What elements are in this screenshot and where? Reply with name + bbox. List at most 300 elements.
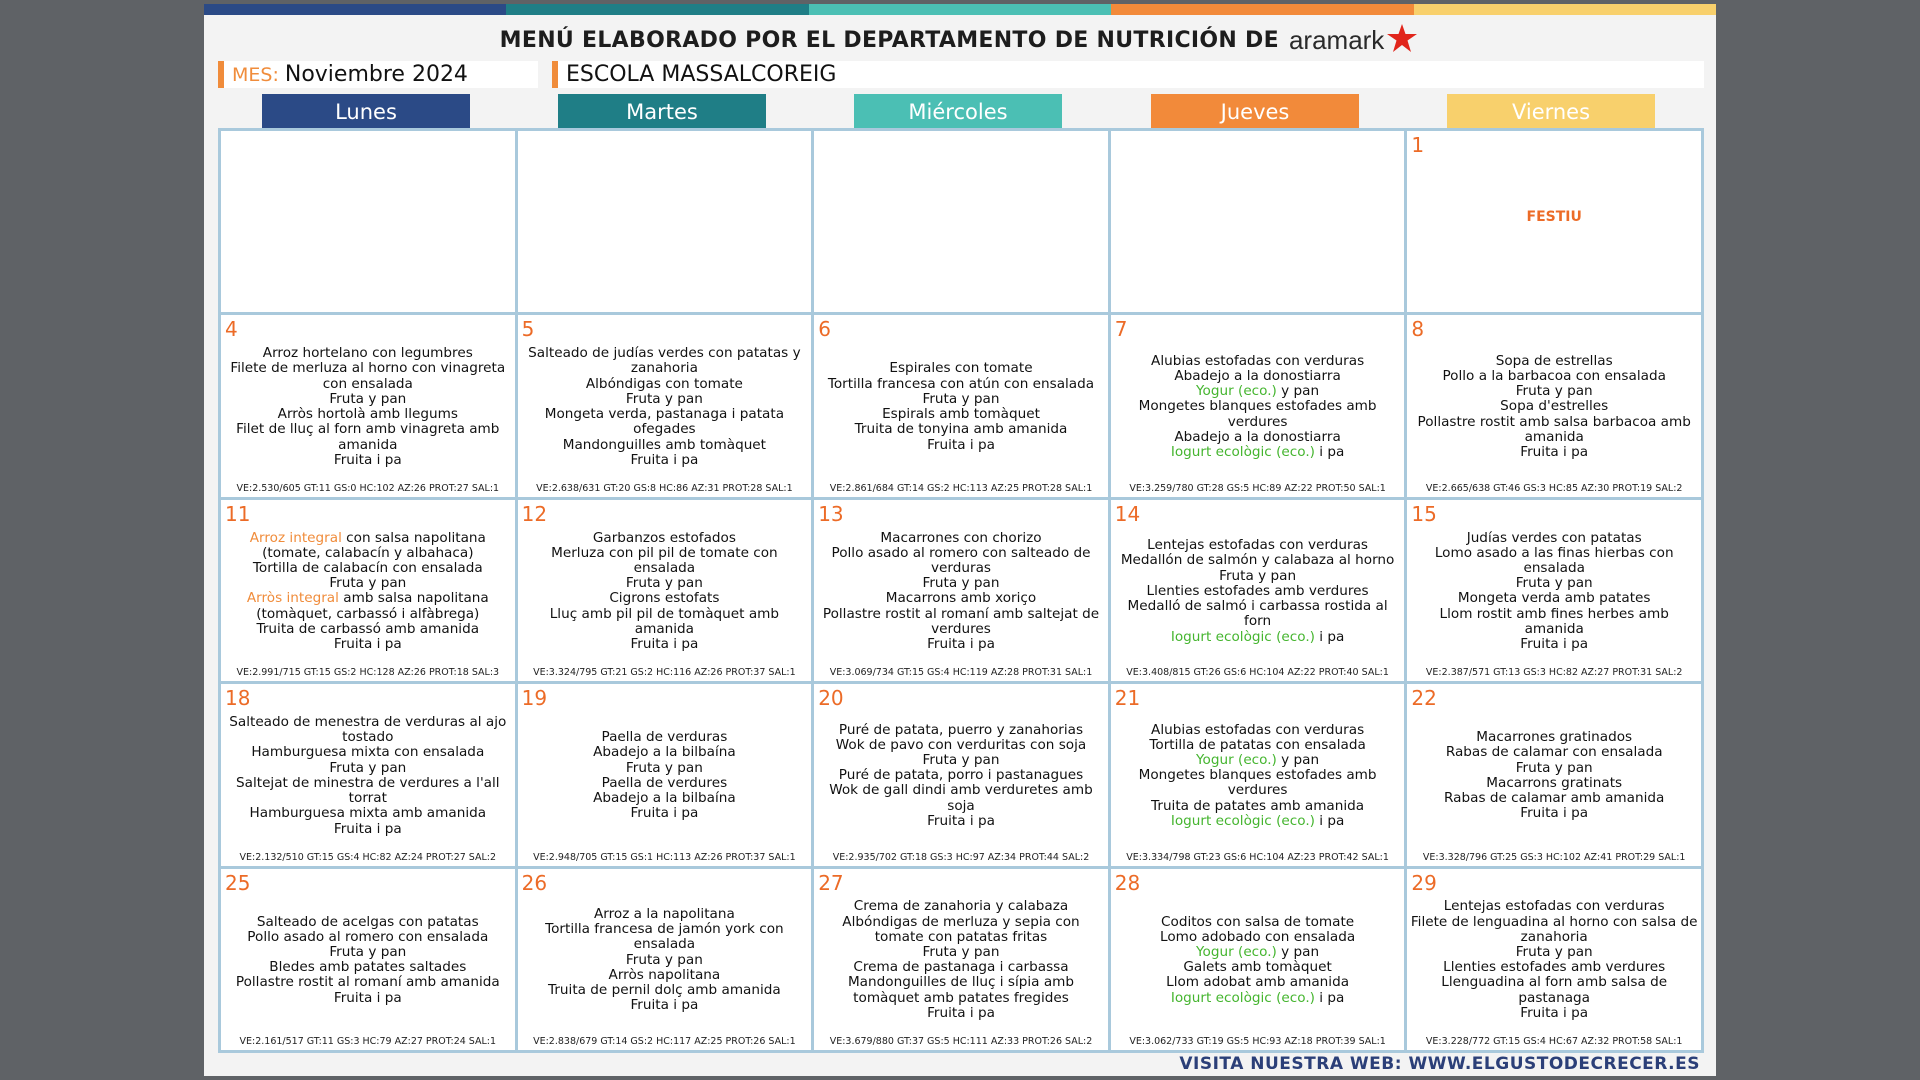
meal-item: [1183, 960, 1331, 975]
meal-list: [1409, 333, 1699, 480]
meal-text: Truita de patates amb amanida: [1151, 797, 1365, 814]
meal-item: [1458, 591, 1651, 606]
meal-item: [1516, 576, 1593, 591]
meal-text: Fruta y pan: [625, 759, 703, 776]
meal-item: [1171, 814, 1345, 829]
meal-text: Salteado de acelgas con patatas: [256, 913, 479, 930]
meal-text: i pa: [1314, 812, 1345, 829]
day-number: 1: [1411, 133, 1425, 157]
meal-text: Fruita i pa: [333, 451, 402, 468]
nutrition-info: VE:2.638/631 GT:20 GS:8 HC:86 AZ:31 PROT:28 SAL:1: [536, 482, 793, 494]
meal-text: con salsa napolitana (tomate, calabacín y albahaca): [262, 529, 486, 561]
day-cell: [814, 500, 1108, 681]
meal-text: Fruita i pa: [630, 451, 699, 468]
meal-text: i pa: [1314, 444, 1345, 461]
meal-text: Fruta y pan: [329, 390, 407, 407]
day-cell: [221, 500, 515, 681]
nutrition-info: VE:3.228/772 GT:15 GS:4 HC:67 AZ:32 PROT:58 SAL:1: [1425, 1035, 1683, 1047]
meal-item: [548, 983, 781, 998]
meal-item: [1409, 546, 1699, 576]
meal-item: [223, 715, 513, 745]
meal-text: Llom adobat amb amanida: [1166, 974, 1350, 991]
meal-item: [816, 975, 1106, 1005]
meal-text: Macarrones con chorizo: [880, 529, 1042, 546]
meal-text: i pa: [1314, 628, 1345, 645]
meal-text: Lomo asado a las finas hierbas con ensalada: [1434, 544, 1674, 577]
meal-text: Espirales con tomate: [889, 360, 1033, 377]
meal-item: [1161, 915, 1354, 930]
meal-text: Rabas de calamar amb amanida: [1444, 790, 1665, 807]
day-cell: [518, 131, 812, 312]
meal-list: [816, 518, 1106, 665]
day-number: 7: [1114, 317, 1128, 342]
meal-text: Fruta y pan: [625, 390, 703, 407]
meal-text: Bledes amb patates saltades: [269, 959, 467, 976]
meal-text: Llenties estofades amb verdures: [1146, 582, 1369, 599]
meal-text: Crema de pastanaga i carbassa: [853, 959, 1069, 976]
day-number: 5: [521, 317, 535, 342]
meal-text: Fruta y pan: [1515, 944, 1593, 961]
meal-list: [1113, 518, 1403, 665]
meal-list: [1113, 702, 1403, 849]
day-number: 21: [1114, 686, 1141, 711]
meal-text: Fruita i pa: [630, 636, 699, 653]
meal-item: [334, 453, 402, 468]
meal-item: [586, 377, 743, 392]
meal-item: [816, 546, 1106, 576]
meal-text: Puré de patata, puerro y zanahorias: [838, 721, 1084, 738]
meal-item: [626, 953, 703, 968]
meal-item: [520, 407, 810, 437]
meal-item: [334, 991, 402, 1006]
day-cell: [518, 684, 812, 865]
meal-text: Fruta y pan: [922, 752, 1000, 769]
meal-item: [247, 930, 488, 945]
meal-text: Tortilla francesa de jamón york con ensalada: [545, 921, 784, 953]
day-cell: [1111, 869, 1405, 1050]
meal-item: [1409, 415, 1699, 445]
meal-item: [836, 738, 1087, 753]
meal-item: [1147, 584, 1369, 599]
meal-item: [609, 968, 721, 983]
meal-item: [927, 814, 995, 829]
day-number: 11: [225, 501, 251, 526]
meal-item: [257, 915, 479, 930]
meal-text: Medalló de salmó i carbassa rostida al forn: [1127, 598, 1388, 630]
meal-text: Fruta y pan: [625, 575, 703, 592]
meal-list: [1409, 518, 1699, 665]
meal-text: Tortilla francesa con atún con ensalada: [827, 375, 1095, 392]
meal-highlight: Arroz integral: [249, 529, 342, 546]
day-number: 4: [225, 317, 238, 342]
day-cell: [1111, 315, 1405, 496]
day-number: 12: [521, 501, 548, 526]
meal-text: Hamburguesa mixta con ensalada: [251, 744, 485, 761]
meal-text: Albóndigas de merluza y sepia con tomate con patatas fritas: [842, 913, 1080, 945]
meal-text: Filete de lenguadina al horno con salsa de zanahoria: [1410, 913, 1698, 945]
meal-text: Arroz hortelano con legumbres: [262, 345, 473, 362]
meal-text: Merluza con pil pil de tomate con ensalada: [551, 544, 778, 577]
nutrition-info: VE:3.259/780 GT:28 GS:5 HC:89 AZ:22 PROT:50 SAL:1: [1129, 482, 1386, 494]
meal-item: [927, 438, 995, 453]
meal-item: [880, 531, 1041, 546]
meal-list: [816, 702, 1106, 849]
meal-text: Lentejas estofadas con verduras: [1147, 537, 1368, 554]
meal-item: [334, 637, 402, 652]
meal-item: [520, 922, 810, 952]
meal-item: [816, 783, 1106, 813]
meal-text: Lomo adobado con ensalada: [1159, 928, 1356, 945]
meal-item: [1444, 791, 1664, 806]
meal-text: Mandonguilles de lluç i sípia amb tomàquet amb patates fregides: [847, 974, 1075, 1006]
meal-text: Fruta y pan: [329, 575, 407, 592]
meal-text: Llenties estofades amb verdures: [1443, 959, 1666, 976]
meal-text: Fruta y pan: [1515, 759, 1593, 776]
meal-text: Lluç amb pil pil de tomàquet amb amanida: [549, 605, 780, 637]
nutrition-info: VE:3.324/795 GT:21 GS:2 HC:116 AZ:26 PROT:37 SAL:1: [533, 667, 796, 679]
nutrition-info: VE:3.062/733 GT:19 GS:5 HC:93 AZ:18 PROT:39 SAL:1: [1129, 1035, 1386, 1047]
meal-text: Filet de lluç al forn amb vinagreta amb amanida: [236, 421, 500, 453]
meal-highlight: Iogurt ecològic (eco.): [1170, 444, 1315, 461]
meal-text: y pan: [1276, 752, 1320, 769]
meal-text: i pa: [1314, 989, 1345, 1006]
meal-text: Fruta y pan: [922, 944, 1000, 961]
day-number: 27: [818, 870, 844, 895]
meal-item: [263, 346, 473, 361]
day-header-jueves: Jueves: [1151, 94, 1359, 130]
meal-text: Fruita i pa: [1520, 636, 1589, 653]
meal-text: Garbanzos estofados: [592, 529, 736, 546]
meal-item: [593, 745, 736, 760]
meal-item: [251, 745, 484, 760]
meal-item: [1444, 899, 1665, 914]
meal-text: Arròs napolitana: [608, 966, 721, 983]
meal-item: [1171, 630, 1345, 645]
meal-text: Pollastre rostit amb salsa barbacoa amb amanida: [1417, 413, 1691, 445]
meal-item: [594, 907, 735, 922]
meal-text: Rabas de calamar con ensalada: [1445, 744, 1663, 761]
footer-web-link[interactable]: VISITA NUESTRA WEB: WWW.ELGUSTODECRECER.ES: [1179, 1054, 1700, 1074]
meal-text: Fruita i pa: [1520, 444, 1589, 461]
meal-item: [816, 915, 1106, 945]
meal-item: [329, 945, 406, 960]
meal-text: Fruita i pa: [927, 436, 995, 453]
meal-highlight: Iogurt ecològic (eco.): [1170, 989, 1315, 1006]
meal-text: Mongeta verda, pastanaga i patata ofegades: [544, 406, 785, 438]
meal-item: [1113, 599, 1403, 629]
day-cell: [221, 315, 515, 496]
meal-list: [1113, 887, 1403, 1034]
aramark-logo: [1289, 22, 1420, 58]
meal-item: [1160, 930, 1355, 945]
meal-text: Fruita i pa: [333, 820, 402, 837]
meal-item: [223, 422, 513, 452]
meal-item: [854, 899, 1068, 914]
nutrition-info: VE:2.838/679 GT:14 GS:2 HC:117 AZ:25 PROT:26 SAL:1: [533, 1035, 796, 1047]
meal-item: [626, 392, 703, 407]
meal-text: Pollastre rostit al romaní amb amanida: [235, 974, 500, 991]
day-cell: [1407, 131, 1701, 312]
day-cell: [1407, 500, 1701, 681]
nutrition-info: VE:2.948/705 GT:15 GS:1 HC:113 AZ:26 PROT:37 SAL:1: [533, 851, 796, 863]
meal-text: Fruita i pa: [333, 989, 402, 1006]
nutrition-info: VE:2.132/510 GT:15 GS:4 HC:82 AZ:24 PROT:27 SAL:2: [239, 851, 497, 863]
meal-highlight: Iogurt ecològic (eco.): [1170, 812, 1315, 829]
meal-highlight: Yogur (eco.): [1196, 944, 1277, 961]
meal-text: Paella de verdures: [601, 774, 728, 791]
color-stripe: [204, 4, 1716, 15]
meal-item: [828, 377, 1094, 392]
meal-highlight: Arròs integral: [246, 590, 339, 607]
star-figure-icon: [1384, 22, 1420, 58]
meal-item: [1409, 915, 1699, 945]
meal-text: Coditos con salsa de tomate: [1161, 913, 1355, 930]
meal-item: [1151, 799, 1364, 814]
meal-text: Mongeta verda amb patates: [1457, 590, 1651, 607]
meal-item: [1174, 430, 1340, 445]
day-number: 22: [1411, 686, 1437, 711]
day-cell: [1111, 684, 1405, 865]
meal-text: Mongetes blanques estofades amb verdures: [1138, 398, 1377, 430]
meal-item: [630, 453, 698, 468]
nutrition-info: VE:2.665/638 GT:46 GS:3 HC:85 AZ:30 PROT:19 SAL:2: [1425, 482, 1683, 494]
meal-list: [816, 333, 1106, 480]
meal-item: [1166, 975, 1349, 990]
nutrition-info: VE:3.328/796 GT:25 GS:3 HC:102 AZ:41 PROT:29 SAL:1: [1422, 851, 1686, 863]
meal-text: Mandonguilles amb tomàquet: [562, 436, 767, 453]
meal-item: [839, 723, 1083, 738]
day-cell: [221, 131, 515, 312]
day-number: 26: [521, 870, 548, 895]
meal-text: Fruta y pan: [922, 390, 1000, 407]
nutrition-info: VE:2.161/517 GT:11 GS:3 HC:79 AZ:27 PROT:24 SAL:1: [239, 1035, 497, 1047]
day-number: 8: [1411, 317, 1425, 342]
meal-highlight: Yogur (eco.): [1196, 383, 1277, 400]
meal-item: [1151, 354, 1364, 369]
meal-list: [223, 518, 513, 665]
meal-item: [626, 761, 703, 776]
day-cell: [814, 869, 1108, 1050]
meal-item: [223, 591, 513, 621]
meal-text: Albóndigas con tomate: [585, 375, 743, 392]
meal-text: Tortilla de patatas con ensalada: [1149, 736, 1366, 753]
meal-text: Saltejat de minestra de verdures a l'all torrat: [236, 774, 500, 807]
meal-item: [236, 975, 500, 990]
meal-list: [1113, 333, 1403, 480]
month-value: Noviembre 2024: [284, 62, 468, 87]
meal-item: [1409, 975, 1699, 1005]
meal-item: [250, 806, 487, 821]
day-cell: [518, 315, 812, 496]
meal-item: [1442, 369, 1665, 384]
day-cell: [518, 869, 812, 1050]
meal-text: Mongetes blanques estofades amb verdures: [1138, 767, 1377, 799]
meal-item: [1516, 761, 1593, 776]
meal-item: [520, 346, 810, 376]
meal-item: [886, 591, 1036, 606]
meal-text: Abadejo a la donostiarra: [1174, 368, 1341, 385]
meal-text: Fruta y pan: [1219, 567, 1297, 584]
day-cell: [221, 869, 515, 1050]
meal-list: [520, 702, 810, 849]
meal-item: [257, 622, 480, 637]
meal-item: [329, 576, 406, 591]
nutrition-info: VE:2.935/702 GT:18 GS:3 HC:97 AZ:34 PROT:44 SAL:2: [832, 851, 1090, 863]
school-name: ESCOLA MASSALCOREIG: [566, 62, 837, 87]
meal-item: [1443, 960, 1665, 975]
meal-item: [593, 791, 736, 806]
meal-text: Hamburguesa mixta amb amanida: [249, 805, 487, 822]
meal-text: Fruita i pa: [927, 636, 995, 653]
meal-text: Tortilla de calabacín con ensalada: [252, 560, 483, 577]
meal-highlight: Yogur (eco.): [1196, 752, 1277, 769]
nutrition-info: VE:3.334/798 GT:23 GS:6 HC:104 AZ:23 PROT:42 SAL:1: [1126, 851, 1389, 863]
meal-text: Macarrones gratinados: [1476, 729, 1633, 746]
meal-item: [1516, 384, 1593, 399]
day-number: 18: [225, 686, 251, 711]
meal-item: [1171, 991, 1345, 1006]
day-cell: [518, 500, 812, 681]
meal-text: Arròs hortolà amb llegums: [277, 406, 458, 423]
meal-list: [1409, 887, 1699, 1034]
meal-item: [223, 776, 513, 806]
meal-text: Espirals amb tomàquet: [882, 406, 1040, 423]
nutrition-info: VE:3.069/734 GT:15 GS:4 HC:119 AZ:28 PROT:31 SAL:1: [829, 667, 1093, 679]
day-header-viernes: Viernes: [1447, 94, 1655, 130]
meal-item: [626, 576, 703, 591]
nutrition-info: VE:3.408/815 GT:26 GS:6 HC:104 AZ:22 PROT:40 SAL:1: [1126, 667, 1389, 679]
meal-item: [1476, 730, 1632, 745]
day-header-martes: Martes: [558, 94, 766, 130]
meal-item: [602, 776, 728, 791]
day-number: 14: [1114, 501, 1141, 526]
nutrition-info: VE:2.530/605 GT:11 GS:0 HC:102 AZ:26 PROT:27 SAL:1: [236, 482, 500, 494]
meal-text: Fruta y pan: [329, 944, 407, 961]
meal-item: [1496, 354, 1613, 369]
meal-text: Abadejo a la donostiarra: [1174, 428, 1341, 445]
day-number: 25: [225, 870, 251, 895]
day-number: 19: [521, 686, 548, 711]
meal-item: [1174, 369, 1340, 384]
calendar-grid: [218, 128, 1704, 1053]
day-header-miercoles: Miércoles: [854, 94, 1062, 130]
day-number: 13: [818, 501, 844, 526]
day-number: 28: [1114, 870, 1141, 895]
day-number: 15: [1411, 501, 1437, 526]
meal-item: [1171, 445, 1345, 460]
meal-text: Arroz a la napolitana: [593, 906, 735, 923]
meal-item: [816, 607, 1106, 637]
meal-text: Fruita i pa: [1520, 805, 1589, 822]
meal-item: [855, 422, 1068, 437]
day-cell: [814, 131, 1108, 312]
meal-list: [223, 887, 513, 1034]
meal-list: [1409, 702, 1699, 849]
meal-text: Fruta y pan: [1515, 383, 1593, 400]
meal-item: [923, 753, 1000, 768]
meal-text: Alubias estofadas con verduras: [1151, 721, 1365, 738]
nutrition-info: VE:2.991/715 GT:15 GS:2 HC:128 AZ:26 PROT:18 SAL:3: [236, 667, 500, 679]
meal-text: Macarrons gratinats: [1486, 774, 1623, 791]
meal-text: Wok de gall dindi amb verduretes amb soja: [829, 782, 1093, 814]
meal-text: Fruta y pan: [922, 575, 1000, 592]
day-number: 29: [1411, 870, 1437, 895]
meal-item: [1151, 723, 1364, 738]
meal-item: [1219, 569, 1296, 584]
meal-item: [520, 607, 810, 637]
day-cell: [814, 315, 1108, 496]
meal-text: Macarrons amb xoriço: [885, 590, 1037, 607]
meal-text: Fruta y pan: [625, 951, 703, 968]
meal-item: [1147, 538, 1368, 553]
meal-item: [1446, 745, 1663, 760]
meal-item: [601, 730, 727, 745]
meal-item: [223, 531, 513, 561]
nutrition-info: VE:2.387/571 GT:13 GS:3 HC:82 AZ:27 PROT:31 SAL:2: [1425, 667, 1683, 679]
day-cell: [1407, 684, 1701, 865]
meal-text: Fruita i pa: [1520, 1004, 1589, 1021]
meal-text: Crema de zanahoria y calabaza: [853, 898, 1069, 915]
meal-text: Pollo asado al romero con ensalada: [247, 928, 489, 945]
meal-item: [923, 392, 1000, 407]
meal-text: Llenguadina al forn amb salsa de pastanaga: [1441, 974, 1668, 1006]
meal-text: Llom rostit amb fines herbes amb amanida: [1439, 605, 1669, 637]
meal-list: [520, 518, 810, 665]
meal-item: [1196, 384, 1319, 399]
meal-list: [520, 333, 810, 480]
meal-text: Filete de merluza al horno con vinagreta con ensalada: [230, 360, 506, 392]
meal-text: Abadejo a la bilbaína: [593, 790, 736, 807]
day-number: 6: [818, 317, 831, 342]
meal-list: [223, 702, 513, 849]
meal-item: [927, 637, 995, 652]
meal-item: [923, 945, 1000, 960]
meal-item: [269, 960, 466, 975]
meal-text: Pollastre rostit al romaní amb saltejat de verdures: [822, 605, 1100, 637]
meal-text: Fruta y pan: [1515, 575, 1593, 592]
meal-text: Galets amb tomàquet: [1183, 959, 1332, 976]
meal-item: [839, 768, 1083, 783]
meal-text: Fruita i pa: [630, 805, 699, 822]
meal-item: [1516, 945, 1593, 960]
meal-text: Puré de patata, porro i pastanagues: [838, 767, 1084, 784]
day-cell: [1111, 131, 1405, 312]
meal-text: Medallón de salmón y calabaza al horno: [1120, 552, 1395, 569]
meal-text: Alubias estofadas con verduras: [1151, 352, 1365, 369]
day-cell: [814, 684, 1108, 865]
meal-text: Sopa d'estrelles: [1500, 398, 1609, 415]
meal-text: Fruita i pa: [333, 636, 402, 653]
meal-item: [329, 761, 406, 776]
meal-item: [329, 392, 406, 407]
day-number: 20: [818, 686, 844, 711]
meal-text: Wok de pavo con verduritas con soja: [835, 736, 1087, 753]
meal-item: [630, 637, 698, 652]
meal-item: [1113, 768, 1403, 798]
meal-item: [889, 361, 1032, 376]
meal-text: Cigrons estofats: [609, 590, 720, 607]
menu-page: [204, 4, 1716, 1076]
meal-item: [1486, 776, 1622, 791]
day-header-lunes: Lunes: [262, 94, 470, 130]
meal-item: [593, 531, 736, 546]
meal-item: [1520, 637, 1588, 652]
meal-item: [1149, 738, 1365, 753]
meal-text: Truita de carbassó amb amanida: [256, 620, 480, 637]
meal-text: Pollo a la barbacoa con ensalada: [1442, 368, 1666, 385]
meal-item: [334, 822, 402, 837]
meal-item: [1121, 553, 1395, 568]
